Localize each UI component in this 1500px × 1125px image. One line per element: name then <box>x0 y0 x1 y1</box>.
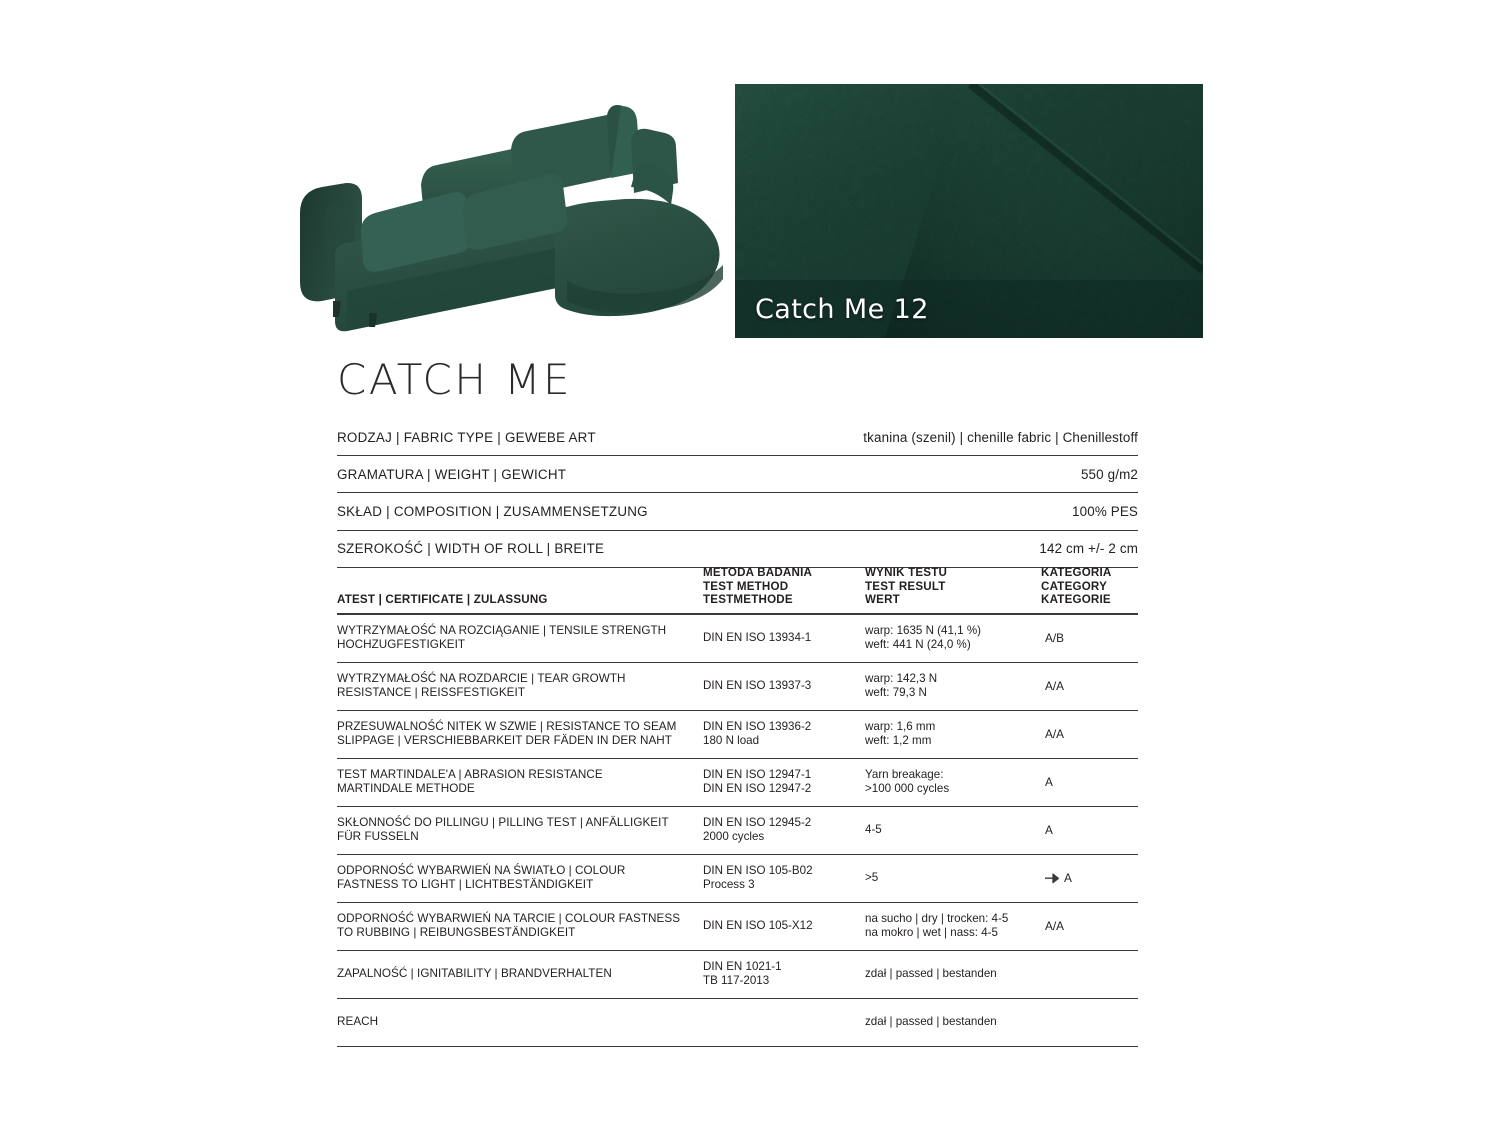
category-value: A/A <box>1045 679 1065 694</box>
spec-label: SKŁAD | COMPOSITION | ZUSAMMENSETZUNG <box>337 503 648 519</box>
category-value: A/A <box>1045 727 1065 742</box>
swatch-label: Catch Me 12 <box>755 294 929 325</box>
cell-test-result: zdał | passed | bestanden <box>865 1014 997 1028</box>
cell-category <box>1041 679 1148 693</box>
cell-certificate: WYTRZYMAŁOŚĆ NA ROZDARCIE | TEAR GROWTH RESISTANCE | REISSFESTIGKEIT <box>337 671 626 700</box>
category-value: A <box>1045 775 1053 790</box>
table-row <box>337 999 1138 1047</box>
spec-value: 100% PES <box>1072 503 1138 519</box>
cell-test-method: DIN EN ISO 105-X12 <box>703 918 813 932</box>
page-title: CATCH ME <box>337 355 573 404</box>
table-row <box>337 903 1138 951</box>
spec-row <box>337 531 1138 568</box>
header-test-result: WYNIK TESTU TEST RESULT WERT <box>865 566 948 607</box>
cell-category <box>1041 631 1148 645</box>
spec-row <box>337 419 1138 456</box>
table-row <box>337 951 1138 999</box>
cell-test-result: warp: 142,3 N weft: 79,3 N <box>865 671 938 700</box>
cell-test-result: warp: 1,6 mm weft: 1,2 mm <box>865 719 936 748</box>
cell-category <box>1041 775 1148 789</box>
category-value: A <box>1045 823 1053 838</box>
cell-category <box>1041 727 1148 741</box>
cell-test-method: DIN EN ISO 13937-3 <box>703 678 812 692</box>
spec-value: 550 g/m2 <box>1080 466 1138 482</box>
header-category: KATEGORIA CATEGORY KATEGORIE <box>1041 566 1112 607</box>
cell-test-method: DIN EN ISO 12945-2 2000 cycles <box>703 815 812 844</box>
category-value: A/A <box>1045 919 1065 934</box>
cell-test-result: Yarn breakage: >100 000 cycles <box>865 767 950 796</box>
cell-test-method: DIN EN ISO 12947-1 DIN EN ISO 12947-2 <box>703 767 812 796</box>
table-row <box>337 711 1138 759</box>
table-row <box>337 663 1138 711</box>
spec-value: 142 cm +/- 2 cm <box>1039 541 1138 557</box>
table-row <box>337 855 1138 903</box>
cell-certificate: ODPORNOŚĆ WYBARWIEŃ NA ŚWIATŁO | COLOUR FASTNESS TO LIGHT | LICHTBESTÄNDIGKEIT <box>337 863 626 892</box>
header-test-method: METODA BADANIA TEST METHOD TESTMETHODE <box>703 566 813 607</box>
table-row <box>337 615 1138 663</box>
spec-label: SZEROKOŚĆ | WIDTH OF ROLL | BREITE <box>337 541 605 557</box>
cell-certificate: REACH <box>337 1014 379 1028</box>
table-row <box>337 807 1138 855</box>
cell-certificate: ODPORNOŚĆ WYBARWIEŃ NA TARCIE | COLOUR FASTNESS TO RUBBING | REIBUNGSBESTÄNDIGKEIT <box>337 911 681 940</box>
cell-certificate: PRZESUWALNOŚĆ NITEK W SZWIE | RESISTANCE TO SEAM SLIPPAGE | VERSCHIEBBARKEIT DER FÄDEN IN DER NAHT <box>337 719 677 748</box>
header-certificate: ATEST | CERTIFICATE | ZULASSUNG <box>337 592 548 606</box>
cell-certificate: WYTRZYMAŁOŚĆ NA ROZCIĄGANIE | TENSILE STRENGTH HOCHZUGFESTIGKEIT <box>337 623 667 652</box>
table-header-row <box>337 566 1138 615</box>
cell-test-result: >5 <box>865 870 879 884</box>
cell-category <box>1041 871 1148 885</box>
sofa-product-image <box>285 105 730 340</box>
cell-test-method: DIN EN ISO 13936-2 180 N load <box>703 719 812 748</box>
spec-value: tkanina (szenil) | chenille fabric | Chenillestoff <box>863 429 1138 445</box>
cell-category <box>1041 919 1148 933</box>
cell-test-method: DIN EN ISO 105-B02 Process 3 <box>703 863 813 892</box>
spec-row <box>337 456 1138 493</box>
right-arrow-icon <box>1045 873 1059 884</box>
specification-list <box>337 419 1138 568</box>
cell-category <box>1041 823 1148 837</box>
cell-test-result: na sucho | dry | trocken: 4-5 na mokro | wet | nass: 4-5 <box>865 911 1009 940</box>
cell-test-result: 4-5 <box>865 822 882 836</box>
cell-certificate: TEST MARTINDALE'A | ABRASION RESISTANCE MARTINDALE METHODE <box>337 767 603 796</box>
spec-label: RODZAJ | FABRIC TYPE | GEWEBE ART <box>337 429 596 445</box>
category-value: A <box>1064 871 1072 886</box>
table-row <box>337 759 1138 807</box>
cell-certificate: SKŁONNOŚĆ DO PILLINGU | PILLING TEST | ANFÄLLIGKEIT FÜR FUSSELN <box>337 815 669 844</box>
fabric-swatch <box>735 84 1203 338</box>
spec-label: GRAMATURA | WEIGHT | GEWICHT <box>337 466 567 482</box>
cell-test-result: zdał | passed | bestanden <box>865 966 997 980</box>
cell-certificate: ZAPALNOŚĆ | IGNITABILITY | BRANDVERHALTEN <box>337 966 612 980</box>
test-results-table <box>337 566 1138 1047</box>
cell-test-result: warp: 1635 N (41,1 %) weft: 441 N (24,0 %) <box>865 623 981 652</box>
cell-test-method: DIN EN 1021-1 TB 117-2013 <box>703 959 782 988</box>
spec-row <box>337 493 1138 530</box>
category-value: A/B <box>1045 631 1065 646</box>
cell-test-method: DIN EN ISO 13934-1 <box>703 630 812 644</box>
